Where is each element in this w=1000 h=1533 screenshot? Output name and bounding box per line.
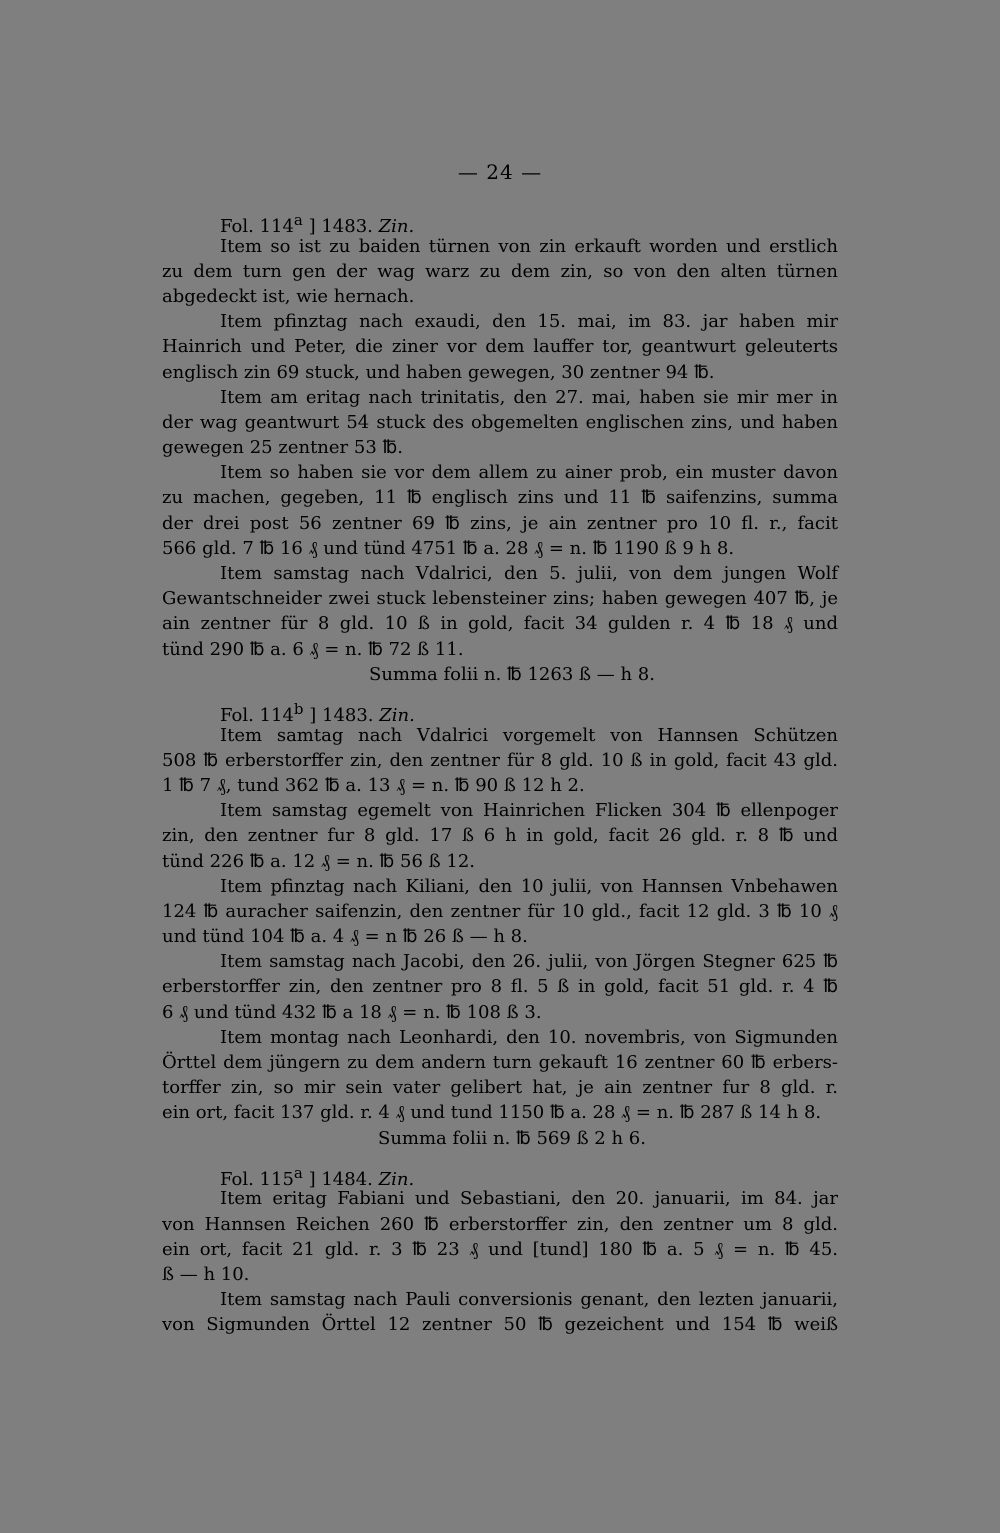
text-line: tünd 226 ℔ a. 12 ₰ = n. ℔ 56 ß 12. (162, 850, 475, 872)
text-line: 6 ₰ und tünd 432 ℔ a 18 ₰ = n. ℔ 108 ß 3. (162, 1001, 542, 1023)
entry-paragraph (162, 798, 838, 874)
entry-paragraph (162, 460, 838, 561)
text-line: der drei post 56 zentner 69 ℔ zins, je ain zentner pro 10 fl. r., facit (162, 512, 838, 534)
folio-year: ] 1484. (308, 1168, 373, 1190)
text-line: Item samtag nach Vdalrici vorgemelt von Hannsen Schützen (220, 724, 838, 746)
text-line: Item samstag egemelt von Hainrichen Flicken 304 ℔ ellenpoger (220, 800, 838, 822)
text-line: torffer zin, so mir sein vater gelibert hat, je ain zentner fur 8 gld. r. (162, 1077, 838, 1099)
text-line: Item montag nach Leonhardi, den 10. novembris, von Sigmunden (220, 1026, 838, 1048)
folio-superscript: a (293, 1163, 303, 1182)
entry-paragraph (162, 309, 838, 385)
text-line: Item am eritag nach trinitatis, den 27. mai, haben sie mir mer in (220, 386, 838, 408)
folio-subject: Zin. (378, 1168, 415, 1190)
text-line: 508 ℔ erberstorffer zin, den zentner für 8 gld. 10 ß in gold, facit 43 gld. (162, 749, 838, 771)
text-line: Gewantschneider zwei stuck lebensteiner zins; haben gewegen 407 ℔, je (162, 588, 838, 610)
entry-paragraph (162, 561, 838, 662)
folio-number: Fol. 114 (220, 704, 294, 726)
text-line: ein ort, facit 21 gld. r. 3 ℔ 23 ₰ und [tund] 180 ℔ a. 5 ₰ = n. ℔ 45. (162, 1238, 838, 1260)
text-line: gewegen 25 zentner 53 ℔. (162, 437, 403, 459)
folio-number: Fol. 115 (220, 1168, 294, 1190)
folio-heading (220, 1161, 838, 1190)
text-line: erberstorffer zin, den zentner pro 8 fl. 5 ß in gold, facit 51 gld. r. 4 ℔ (162, 976, 838, 998)
text-line: Örttel dem jüngern zu dem andern turn gekauft 16 zentner 60 ℔ erbers- (162, 1052, 838, 1073)
text-line: zu machen, gegeben, 11 ℔ englisch zins und 11 ℔ saifenzins, summa (162, 487, 838, 509)
entry-paragraph (162, 234, 838, 310)
text-line: von Sigmunden Örttel 12 zentner 50 ℔ gezeichent und 154 ℔ weiß (162, 1314, 838, 1336)
text-line: abgedeckt ist, wie hernach. (162, 285, 415, 307)
text-line: von Hannsen Reichen 260 ℔ erberstorffer zin, den zentner um 8 gld. (162, 1213, 838, 1235)
text-line: der wag geantwurt 54 stuck des obgemelten englischen zins, und haben (162, 411, 838, 433)
text-line: 124 ℔ auracher saifenzin, den zentner für 10 gld., facit 12 gld. 3 ℔ 10 ₰ (162, 900, 838, 922)
text-line: zu dem turn gen der wag warz zu dem zin, so von den alten türnen (162, 260, 838, 282)
folio-heading (220, 208, 838, 237)
text-line: Item samstag nach Vdalrici, den 5. julii, von dem jungen Wolf (220, 563, 838, 585)
text-line: 566 gld. 7 ℔ 16 ₰ und tünd 4751 ℔ a. 28 ₰ = n. ℔ 1190 ß 9 h 8. (162, 537, 735, 559)
folio-superscript: a (293, 211, 303, 229)
text-line: ß — h 10. (162, 1263, 250, 1285)
entry-paragraph (162, 1025, 838, 1126)
document-body (162, 208, 838, 1337)
text-line: Item samstag nach Jacobi, den 26. julii, von Jörgen Stegner 625 ℔ (220, 951, 838, 973)
text-line: Item pfinztag nach Kiliani, den 10 julii, von Hannsen Vnbehawen (220, 875, 838, 897)
entry-paragraph (162, 723, 838, 799)
text-line: Item samstag nach Pauli conversionis genant, den lezten januarii, (220, 1289, 838, 1311)
folio-subject: Zin. (378, 216, 415, 237)
page-number: — 24 — (457, 160, 543, 184)
folio-summa: Summa folii n. ℔ 569 ß 2 h 6. (378, 1127, 646, 1149)
text-line: ain zentner für 8 gld. 10 ß in gold, facit 34 gulden r. 4 ℔ 18 ₰ und (162, 613, 838, 635)
text-line: 1 ℔ 7 ₰, tund 362 ℔ a. 13 ₰ = n. ℔ 90 ß 12 h 2. (162, 774, 585, 796)
folio-summa: Summa folii n. ℔ 1263 ß — h 8. (369, 663, 655, 685)
folio-heading (220, 697, 838, 726)
text-line: ein ort, facit 137 gld. r. 4 ₰ und tund 1150 ℔ a. 28 ₰ = n. ℔ 287 ß 14 h 8. (162, 1102, 822, 1124)
text-line: Item so ist zu baiden türnen von zin erkauft worden und erstlich (220, 235, 838, 257)
text-line: Item pfinztag nach exaudi, den 15. mai, im 83. jar haben mir (220, 311, 838, 333)
folio-superscript: b (293, 699, 304, 718)
text-line: englisch zin 69 stuck, und haben gewegen, 30 zentner 94 ℔. (162, 361, 715, 383)
entry-paragraph (162, 1287, 838, 1337)
entry-paragraph (162, 874, 838, 950)
folio-number: Fol. 114 (220, 216, 294, 237)
text-line: Hainrich und Peter, die ziner vor dem lauffer tor, geantwurt geleuterts (162, 336, 838, 358)
entry-paragraph (162, 1186, 838, 1287)
folio-subject: Zin. (379, 704, 415, 726)
folio-year: ] 1483. (309, 704, 374, 726)
text-line: und tünd 104 ℔ a. 4 ₰ = n ℔ 26 ß — h 8. (162, 926, 528, 948)
text-line: Item so haben sie vor dem allem zu ainer prob, ein muster davon (220, 462, 838, 484)
text-line: Item eritag Fabiani und Sebastiani, den 20. januarii, im 84. jar (220, 1188, 838, 1210)
text-line: tünd 290 ℔ a. 6 ₰ = n. ℔ 72 ß 11. (162, 638, 464, 660)
entry-paragraph (162, 385, 838, 461)
folio-year: ] 1483. (308, 216, 373, 237)
entry-paragraph (162, 949, 838, 1025)
text-line: zin, den zentner fur 8 gld. 17 ß 6 h in gold, facit 26 gld. r. 8 ℔ und (162, 825, 838, 847)
